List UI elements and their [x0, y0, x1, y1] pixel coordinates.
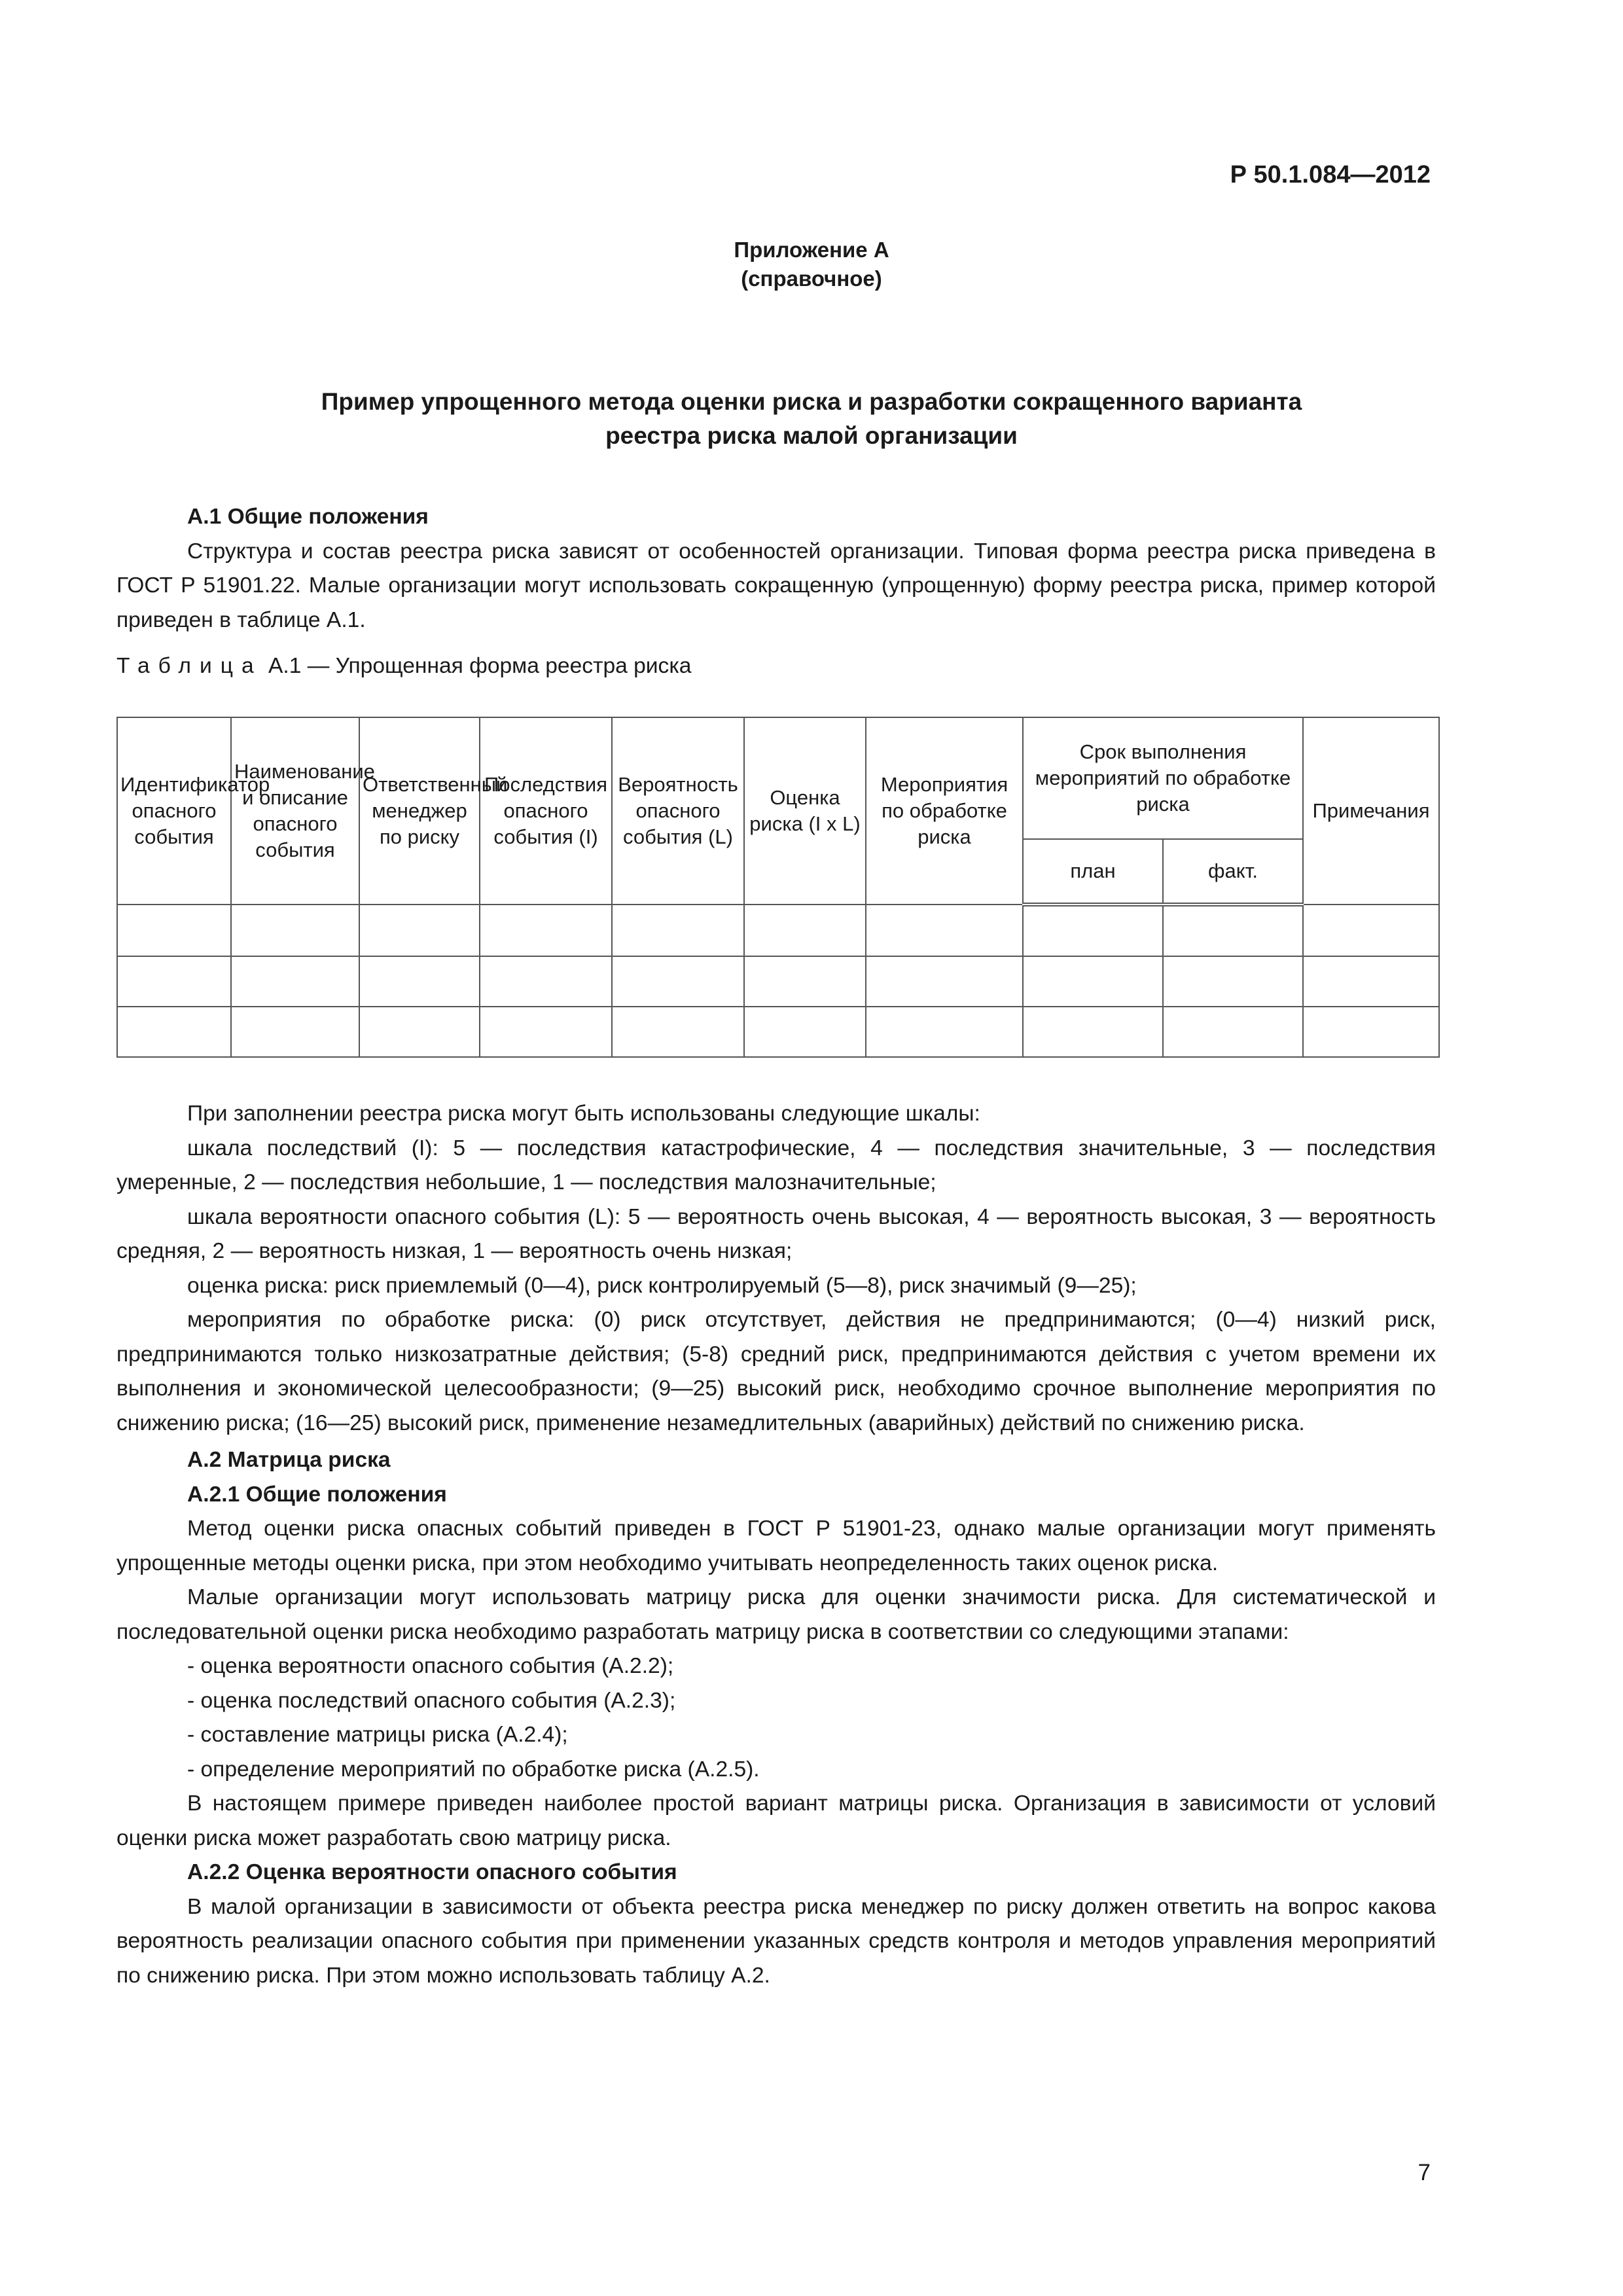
table-row: [117, 956, 1439, 1007]
header-identifier: Идентификатор опасного события: [117, 717, 231, 905]
table-row: [117, 905, 1439, 956]
section-a21-text2: Малые организации могут использовать матрицу риска для оценки значимости риска. Для систематической и последовательной оценки риска необходимо разработать матрицу риска в соответствии со следующими этапами:: [116, 1585, 1436, 1644]
section-a22-text: В малой организации в зависимости от объекта реестра риска менеджер по риску должен ответить на вопрос какова вероятность реализации опасного события при применении указанных средств контроля и методов управления мероприятий по снижению риска. При этом можно использовать таблицу А.2.: [116, 1894, 1436, 1988]
section-a2-title: А.2 Матрица риска: [187, 1448, 391, 1472]
section-a22-title: А.2.2 Оценка вероятности опасного события: [187, 1860, 677, 1884]
section-a21-text1: Метод оценки риска опасных событий приведен в ГОСТ Р 51901-23, однако малые организации могут применять упрощенные методы оценки риска, при этом необходимо учитывать неопределенность таких оценок риска.: [116, 1516, 1436, 1575]
scale-consequences: шкала последствий (I): 5 — последствия катастрофические, 4 — последствия значительные, 3 — последствия умеренные, 2 — последствия небольшие, 1 — последствия малозначительные;: [116, 1136, 1436, 1194]
scale-risk-treatment: мероприятия по обработке риска: (0) риск отсутствует, действия не предпринимаются; (0—4) низкий риск, предпринимаются только низкозатратные действия; (5-8) средний риск, предпринимаются действия с учетом времени их выполнения и экономической целесообразности; (9—25) высокий риск, необходимо срочное выполнение мероприятия по снижению риска; (16—25) высокий риск, применение незамедлительных (аварийных) действий по снижению риска.: [116, 1308, 1436, 1435]
page-number: 7: [1418, 2160, 1431, 2185]
section-a21-text3: В настоящем примере приведен наиболее простой вариант матрицы риска. Организация в зависимости от условий оценки риска может разработать свою матрицу риска.: [116, 1791, 1436, 1850]
document-number: Р 50.1.084—2012: [1230, 161, 1431, 188]
list-item: - оценка последствий опасного события (А.2.3);: [187, 1688, 676, 1713]
scale-probability: шкала вероятности опасного события (L): 5 — вероятность очень высокая, 4 — вероятность высокая, 3 — вероятность средняя, 2 — вероятность низкая, 1 — вероятность очень низкая;: [116, 1204, 1436, 1263]
table-caption-text: А.1 — Упрощенная форма реестра риска: [268, 654, 692, 678]
main-title-line2: реестра риска малой организации: [605, 422, 1018, 449]
section-a1-text: Структура и состав реестра риска зависят от особенностей организации. Типовая форма реестра риска приведена в ГОСТ Р 51901.22. Малые организации могут использовать сокращенную (упрощенную) форму реестра риска, пример которой приведен в таблице А.1.: [116, 539, 1436, 632]
header-risk-assessment: Оценка риска (I x L): [744, 717, 866, 905]
list-item: - составление матрицы риска (А.2.4);: [187, 1723, 568, 1747]
section-a1: [116, 500, 1436, 693]
list-item: - оценка вероятности опасного события (А.2.2);: [187, 1654, 674, 1678]
section-a1-continued: [116, 1097, 1436, 1993]
main-title-line1: Пример упрощенного метода оценки риска и разработки сокращенного варианта: [321, 388, 1302, 415]
register-table: [116, 717, 1440, 1058]
register-table-wrap: [116, 717, 1440, 1100]
list-item: - определение мероприятий по обработке риска (А.2.5).: [187, 1757, 760, 1782]
section-a1-title: А.1 Общие положения: [187, 505, 429, 529]
header-consequences: Последствия опасного события (I): [480, 717, 612, 905]
scales-intro: При заполнении реестра риска могут быть использованы следующие шкалы:: [187, 1102, 980, 1126]
header-risk-treatment: Мероприятия по обработке риска: [866, 717, 1023, 905]
subheader-fact: факт.: [1163, 839, 1303, 905]
header-name-description: Наименование и описание опасного события: [231, 717, 359, 905]
subheader-plan: план: [1023, 839, 1163, 905]
appendix-title: Приложение А: [734, 238, 889, 262]
section-a21-title: А.2.1 Общие положения: [187, 1482, 447, 1507]
scale-risk-assessment: оценка риска: риск приемлемый (0—4), риск контролируемый (5—8), риск значимый (9—25);: [187, 1273, 1137, 1298]
table-caption-label: Таблица: [116, 654, 262, 678]
header-notes: Примечания: [1303, 717, 1439, 905]
table-row: [117, 1007, 1439, 1057]
header-responsible-manager: Ответственный менеджер по риску: [359, 717, 480, 905]
table-caption: [116, 649, 1436, 684]
main-title: [196, 385, 1427, 453]
appendix-subtitle: (справочное): [741, 266, 882, 291]
header-probability: Вероятность опасного события (L): [612, 717, 744, 905]
header-deadline: Срок выполнения мероприятий по обработке риска: [1023, 717, 1303, 839]
